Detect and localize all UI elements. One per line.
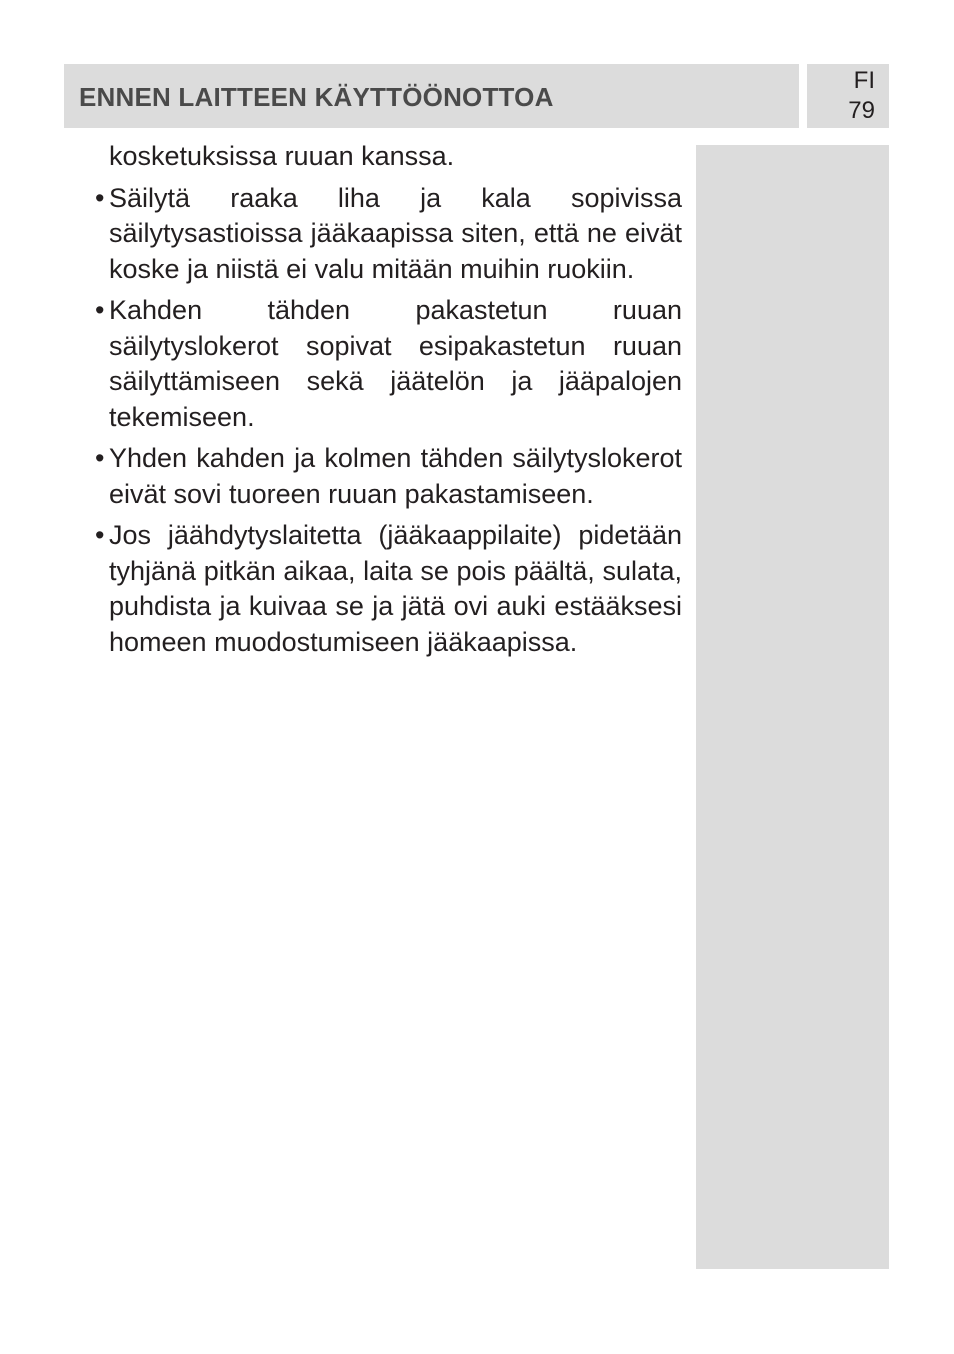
bullet-text: Säilytä raaka liha ja kala sopivissa säilytysastioissa jääkaapissa siten, että ne eivät koske ja niistä ei valu mitään muihin ruokiin. <box>109 182 682 284</box>
bullet-item <box>94 518 682 660</box>
page-number: 79 <box>848 97 875 124</box>
section-title: ENNEN LAITTEEN KÄYTTÖÖNOTTOA <box>79 82 554 112</box>
bullet-item <box>94 293 682 435</box>
bullet-text: Yhden kahden ja kolmen tähden säilytyslokerot eivät sovi tuoreen ruuan pakastamiseen. <box>109 443 682 509</box>
side-margin-panel <box>696 145 889 1269</box>
language-code: FI <box>853 67 875 94</box>
bullet-text: Jos jäähdytyslaitetta (jääkaappilaite) pidetään tyhjänä pitkän aikaa, laita se pois päältä, sulata, puhdista ja kuivaa se ja jätä ovi auki estääksesi homeen muodostumiseen jääkaapissa. <box>109 520 682 657</box>
bullet-item <box>94 441 682 512</box>
page-tab <box>807 64 889 128</box>
body-text <box>94 139 682 666</box>
bullet-icon: • <box>95 443 105 473</box>
bullet-icon: • <box>95 182 105 213</box>
bullet-text: Kahden tähden pakastetun ruuan säilytyslokerot sopivat esipakastetun ruuan säilyttämiseen sekä jäätelön ja jääpalojen tekemiseen. <box>109 295 682 432</box>
section-header <box>64 64 799 128</box>
bullet-icon: • <box>95 295 105 325</box>
bullet-icon: • <box>95 520 105 550</box>
continued-paragraph: kosketuksissa ruuan kanssa. <box>109 141 455 171</box>
bullet-item <box>94 181 682 288</box>
